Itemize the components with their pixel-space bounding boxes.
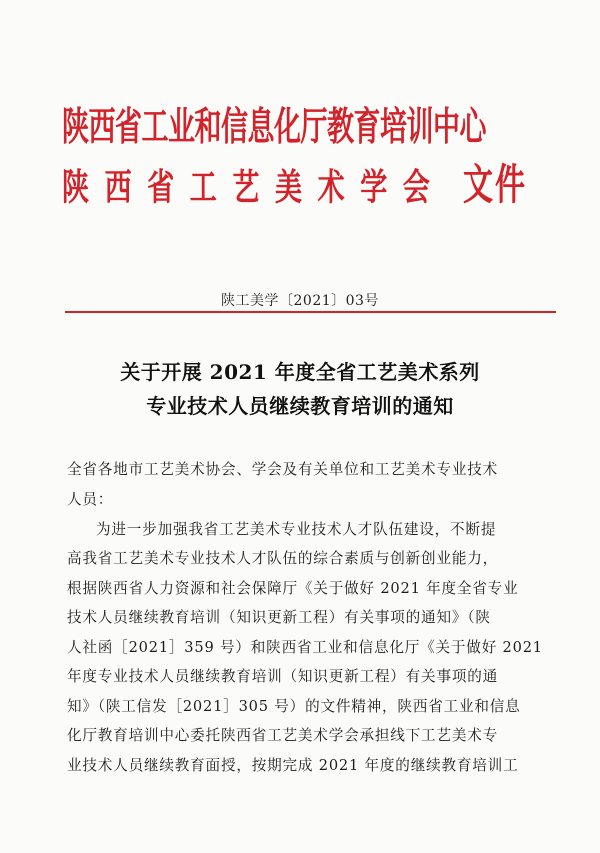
issuer-name-2: 陕西省工艺美术学会 xyxy=(62,167,446,210)
body-line: 高我省工艺美术专业技术人才队伍的综合素质与创新创业能力， xyxy=(67,550,499,567)
document-number: 陕工美学〔2021〕03号 xyxy=(221,293,379,309)
document-type-label: 文件 xyxy=(463,161,527,211)
body-line: 为进一步加强我省工艺美术专业技术人才队伍建设，不断提 xyxy=(96,521,497,538)
red-divider-line xyxy=(65,311,556,313)
body-line: 业技术人员继续教育面授，按期完成 2021 年度的继续教育培训工 xyxy=(67,757,519,774)
body-line: 根据陕西省人力资源和社会保障厅《关于做好 2021 年度全省专业 xyxy=(67,580,519,597)
body-line: 人员： xyxy=(67,491,114,508)
body-line: 技术人员继续教育培训（知识更新工程）有关事项的通知》（陕 xyxy=(67,609,491,626)
body-line: 知》（陕工信发［2021］305 号）的文件精神，陕西省工业和信息 xyxy=(67,698,521,715)
document-title-line-1: 关于开展 2021 年度全省工艺美术系列 xyxy=(120,360,480,384)
body-line: 年度专业技术人员继续教育培训（知识更新工程）有关事项的通 xyxy=(67,668,499,685)
body-line: 化厅教育培训中心委托陕西省工艺美术学会承担线下工艺美术专 xyxy=(67,727,499,744)
issuer-name-1: 陕西省工业和信息化厅教育培训中心 xyxy=(62,105,486,151)
issuer-header xyxy=(62,105,486,210)
body-line: 全省各地市工艺美术协会、学会及有关单位和工艺美术专业技术 xyxy=(67,461,499,478)
body-line: 人社函［2021］359 号）和陕西省工业和信息化厅《关于做好 2021 xyxy=(67,639,543,656)
document-title-line-2: 专业技术人员继续教育培训的通知 xyxy=(146,394,454,418)
